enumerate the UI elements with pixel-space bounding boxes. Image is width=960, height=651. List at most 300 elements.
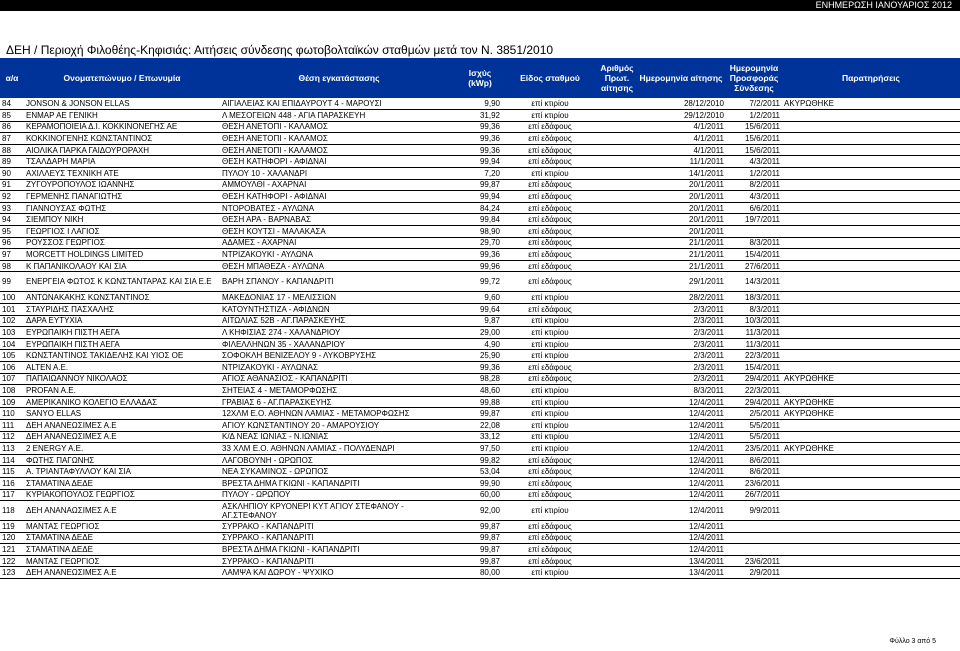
cell-type: επί εδάφους [502, 144, 598, 156]
cell-offer-date: 5/5/2011 [726, 431, 782, 443]
cell-aa: 92 [0, 191, 24, 203]
cell-app-date: 21/1/2011 [636, 260, 726, 272]
cell-name: ΚΕΡΑΜΟΠΟΙΕΙΑ Δ.Ι. ΚΟΚΚΙΝΟΝΕΓΗΣ ΑΕ [24, 121, 220, 133]
cell-offer-date: 14/3/2011 [726, 272, 782, 292]
cell-power: 99,96 [458, 260, 502, 272]
table-row [0, 567, 960, 579]
cell-app-date: 20/1/2011 [636, 214, 726, 226]
cell-protocol [598, 443, 636, 455]
cell-aa: 106 [0, 361, 24, 373]
cell-location: ΣΥΡΡΑΚΟ - ΚΑΠΑΝΔΡΙΤΙ [220, 521, 458, 533]
cell-type: επί εδάφους [502, 477, 598, 489]
cell-remarks: ΑΚΥΡΩΘΗΚΕ [782, 396, 960, 408]
table-row [0, 179, 960, 191]
cell-app-date: 20/1/2011 [636, 202, 726, 214]
table-row [0, 555, 960, 567]
cell-location: ΑΜΜΟΥΛΘΙ - ΑΧΑΡΝΑΙ [220, 179, 458, 191]
cell-offer-date: 8/3/2011 [726, 237, 782, 249]
cell-protocol [598, 327, 636, 339]
cell-app-date: 12/4/2011 [636, 489, 726, 501]
cell-power: 99,64 [458, 304, 502, 316]
cell-power: 99,90 [458, 477, 502, 489]
table-row [0, 168, 960, 180]
cell-protocol [598, 98, 636, 110]
cell-type: επί κτιρίου [502, 110, 598, 122]
table-row [0, 133, 960, 145]
cell-protocol [598, 396, 636, 408]
cell-protocol [598, 214, 636, 226]
cell-name: ALTEN A.E. [24, 361, 220, 373]
cell-name: ΚΩΝΣΤΑΝΤΙΝΟΣ ΤΑΚΙΔΕΛΗΣ ΚΑΙ ΥΙΟΣ ΟΕ [24, 350, 220, 362]
cell-name: ΜΑΝΤΑΣ ΓΕΩΡΓΙΟΣ [24, 521, 220, 533]
cell-protocol [598, 567, 636, 579]
cell-power: 60,00 [458, 489, 502, 501]
cell-power: 48,60 [458, 385, 502, 397]
cell-location: ΑΔΑΜΕΣ - ΑΧΑΡΝΑΙ [220, 237, 458, 249]
cell-protocol [598, 249, 636, 261]
cell-location: Κ/Δ ΝΕΑΣ ΙΩΝΙΑΣ - Ν.ΙΩΝΙΑΣ [220, 431, 458, 443]
cell-offer-date: 1/2/2011 [726, 110, 782, 122]
cell-location: ΘΕΣΗ ΚΑΤΗΦΟΡΙ - ΑΦΙΔΝΑΙ [220, 156, 458, 168]
cell-app-date: 2/3/2011 [636, 373, 726, 385]
cell-protocol [598, 350, 636, 362]
cell-type: επί κτιρίου [502, 98, 598, 110]
cell-location: ΓΡΑΒΙΑΣ 6 - ΑΓ.ΠΑΡΑΣΚΕΥΗΣ [220, 396, 458, 408]
cell-offer-date: 22/3/2011 [726, 350, 782, 362]
cell-offer-date: 9/9/2011 [726, 501, 782, 521]
cell-location: 33 ΧΛΜ Ε.Ο. ΑΘΗΝΩΝ ΛΑΜΙΑΣ - ΠΟΛΥΔΕΝΔΡΙ [220, 443, 458, 455]
cell-offer-date: 4/3/2011 [726, 191, 782, 203]
cell-location: ΛΑΓΟΒΟΥΝΗ - ΩΡΩΠΟΣ [220, 454, 458, 466]
cell-aa: 114 [0, 454, 24, 466]
cell-remarks [782, 214, 960, 226]
cell-protocol [598, 133, 636, 145]
cell-location: ΘΕΣΗ ΑΡΑ - ΒΑΡΝΑΒΑΣ [220, 214, 458, 226]
cell-name: ΜΑΝΤΑΣ ΓΕΩΡΓΙΟΣ [24, 555, 220, 567]
cell-type: επί κτιρίου [502, 350, 598, 362]
cell-type: επί εδάφους [502, 521, 598, 533]
cell-name: 2 ENERGY A.E. [24, 443, 220, 455]
cell-aa: 122 [0, 555, 24, 567]
cell-type: επί κτιρίου [502, 431, 598, 443]
cell-aa: 112 [0, 431, 24, 443]
cell-offer-date: 8/6/2011 [726, 454, 782, 466]
cell-remarks [782, 350, 960, 362]
cell-type: επί εδάφους [502, 260, 598, 272]
cell-offer-date: 8/3/2011 [726, 304, 782, 316]
cell-aa: 120 [0, 532, 24, 544]
cell-remarks [782, 567, 960, 579]
cell-aa: 99 [0, 272, 24, 292]
cell-aa: 95 [0, 226, 24, 238]
cell-protocol [598, 361, 636, 373]
cell-protocol [598, 477, 636, 489]
cell-location: ΒΑΡΗ ΣΠΑΝΟΥ - ΚΑΠΑΝΔΡΙΤΙ [220, 272, 458, 292]
cell-aa: 117 [0, 489, 24, 501]
cell-remarks [782, 419, 960, 431]
cell-remarks [782, 144, 960, 156]
cell-aa: 123 [0, 567, 24, 579]
table-row [0, 260, 960, 272]
cell-app-date: 29/12/2010 [636, 110, 726, 122]
table-row [0, 544, 960, 556]
cell-remarks [782, 385, 960, 397]
cell-type: επί εδάφους [502, 304, 598, 316]
cell-app-date: 20/1/2011 [636, 179, 726, 191]
cell-offer-date: 29/4/2011 [726, 373, 782, 385]
cell-aa: 90 [0, 168, 24, 180]
cell-type: επί κτιρίου [502, 396, 598, 408]
cell-power: 99,87 [458, 408, 502, 420]
cell-protocol [598, 501, 636, 521]
cell-type: επί εδάφους [502, 121, 598, 133]
cell-app-date: 12/4/2011 [636, 431, 726, 443]
table-row [0, 396, 960, 408]
cell-offer-date: 1/2/2011 [726, 168, 782, 180]
cell-app-date: 13/4/2011 [636, 555, 726, 567]
cell-remarks [782, 191, 960, 203]
cell-remarks [782, 260, 960, 272]
cell-offer-date [726, 544, 782, 556]
cell-offer-date: 26/7/2011 [726, 489, 782, 501]
cell-name: PROFAN A.E. [24, 385, 220, 397]
cell-power: 92,00 [458, 501, 502, 521]
cell-name: ΕΝΜΑΡ ΑΕ ΓΕΝΙΚΗ [24, 110, 220, 122]
cell-aa: 86 [0, 121, 24, 133]
cell-protocol [598, 272, 636, 292]
table-row [0, 315, 960, 327]
cell-name: ΣΤΑΜΑΤΙΝΑ ΔΕΔΕ [24, 532, 220, 544]
cell-protocol [598, 191, 636, 203]
cell-name: ΣΙΕΜΠΟΥ ΝΙΚΗ [24, 214, 220, 226]
cell-remarks [782, 315, 960, 327]
cell-offer-date: 11/3/2011 [726, 338, 782, 350]
cell-app-date: 14/1/2011 [636, 168, 726, 180]
cell-power: 99,94 [458, 156, 502, 168]
cell-app-date: 21/1/2011 [636, 249, 726, 261]
cell-offer-date: 23/6/2011 [726, 477, 782, 489]
cell-power: 99,84 [458, 214, 502, 226]
cell-name: ΑΝΤΩΝΑΚΑΚΗΣ ΚΩΝΣΤΑΝΤΙΝΟΣ [24, 292, 220, 304]
table-row [0, 292, 960, 304]
cell-power: 97,50 [458, 443, 502, 455]
cell-name: Α. ΤΡΙΑΝΤΑΦΥΛΛΟΥ ΚΑΙ ΣΙΑ [24, 466, 220, 478]
cell-name: ΣΤΑΥΡΙΔΗΣ ΠΑΣΧΑΛΗΣ [24, 304, 220, 316]
cell-type: επί εδάφους [502, 272, 598, 292]
cell-type: επί κτιρίου [502, 168, 598, 180]
cell-app-date: 11/1/2011 [636, 156, 726, 168]
cell-remarks [782, 237, 960, 249]
cell-name: ΔΕΗ ΑΝΑΝΑΩΣΙΜΕΣ Α.Ε [24, 501, 220, 521]
cell-name: ΓΕΡΜΕΝΗΣ ΠΑΝΑΓΙΩΤΗΣ [24, 191, 220, 203]
cell-remarks [782, 338, 960, 350]
cell-offer-date: 15/4/2011 [726, 361, 782, 373]
applications-table [0, 58, 960, 579]
page-number: Φύλλο 3 από 5 [889, 638, 936, 645]
cell-type: επί εδάφους [502, 555, 598, 567]
cell-aa: 94 [0, 214, 24, 226]
cell-remarks [782, 544, 960, 556]
table-row [0, 419, 960, 431]
cell-offer-date: 10/3/2011 [726, 315, 782, 327]
cell-app-date: 2/3/2011 [636, 327, 726, 339]
cell-remarks [782, 168, 960, 180]
cell-type: επί εδάφους [502, 179, 598, 191]
table-row [0, 477, 960, 489]
cell-remarks [782, 466, 960, 478]
cell-protocol [598, 110, 636, 122]
cell-offer-date: 27/6/2011 [726, 260, 782, 272]
col-header-location: Θέση εγκατάστασης [220, 58, 458, 98]
cell-offer-date: 11/3/2011 [726, 327, 782, 339]
cell-location: ΑΣΚΛΗΠΙΟΥ ΚΡΥΟΝΕΡΙ ΚΥΤ ΑΓΙΟΥ ΣΤΕΦΑΝΟΥ - ΑΓ.ΣΤΕΦΑΝΟΥ [220, 501, 458, 521]
cell-power: 99,36 [458, 144, 502, 156]
cell-app-date: 12/4/2011 [636, 454, 726, 466]
cell-offer-date: 15/4/2011 [726, 249, 782, 261]
cell-type: επί εδάφους [502, 532, 598, 544]
cell-location: ΑΙΤΩΛΙΑΣ 52Β - ΑΓ.ΠΑΡΑΣΚΕΥΗΣ [220, 315, 458, 327]
cell-power: 9,87 [458, 315, 502, 327]
table-row [0, 144, 960, 156]
cell-location: ΒΡΕΣΤΑ ΔΗΜΑ ΓΚΙΩΝΙ - ΚΑΠΑΝΔΡΙΤΙ [220, 477, 458, 489]
cell-offer-date: 7/2/2011 [726, 98, 782, 110]
cell-aa: 101 [0, 304, 24, 316]
cell-type: επί κτιρίου [502, 567, 598, 579]
cell-type: επί εδάφους [502, 156, 598, 168]
cell-type: επί κτιρίου [502, 338, 598, 350]
cell-location: 12ΧΛΜ Ε.Ο. ΑΘΗΝΩΝ ΛΑΜΙΑΣ - ΜΕΤΑΜΟΡΦΩΣΗΣ [220, 408, 458, 420]
cell-protocol [598, 532, 636, 544]
cell-location: ΘΕΣΗ ΚΑΤΗΦΟΡΙ - ΑΦΙΔΝΑΙ [220, 191, 458, 203]
cell-location: ΦΙΛΕΛΛΗΝΩΝ 35 - ΧΑΛΑΝΔΡΙΟΥ [220, 338, 458, 350]
cell-power: 80,00 [458, 567, 502, 579]
cell-offer-date: 8/6/2011 [726, 466, 782, 478]
col-header-aa: α/α [0, 58, 24, 98]
cell-power: 29,70 [458, 237, 502, 249]
table-row [0, 408, 960, 420]
cell-remarks [782, 304, 960, 316]
table-row [0, 489, 960, 501]
cell-aa: 118 [0, 501, 24, 521]
cell-name: ΔΕΗ ΑΝΑΝΕΩΣΙΜΕΣ Α.Ε [24, 567, 220, 579]
cell-app-date: 12/4/2011 [636, 501, 726, 521]
cell-aa: 100 [0, 292, 24, 304]
cell-remarks [782, 361, 960, 373]
table-row [0, 338, 960, 350]
cell-protocol [598, 202, 636, 214]
cell-aa: 93 [0, 202, 24, 214]
col-header-offer-date: Ημερομηνία Προσφοράς Σύνδεσης [726, 58, 782, 98]
table-row [0, 521, 960, 533]
table-row [0, 214, 960, 226]
cell-offer-date: 2/5/2011 [726, 408, 782, 420]
col-header-name: Ονοματεπώνυμο / Επωνυμία [24, 58, 220, 98]
cell-offer-date: 23/5/2011 [726, 443, 782, 455]
table-row [0, 361, 960, 373]
cell-power: 99,94 [458, 191, 502, 203]
cell-app-date: 2/3/2011 [636, 350, 726, 362]
cell-remarks [782, 454, 960, 466]
cell-type: επί κτιρίου [502, 501, 598, 521]
cell-offer-date: 5/5/2011 [726, 419, 782, 431]
cell-protocol [598, 338, 636, 350]
cell-app-date: 12/4/2011 [636, 544, 726, 556]
cell-name: SANYO ELLAS [24, 408, 220, 420]
cell-power: 33,12 [458, 431, 502, 443]
table-row [0, 443, 960, 455]
cell-remarks: ΑΚΥΡΩΘΗΚΕ [782, 373, 960, 385]
cell-remarks [782, 202, 960, 214]
cell-offer-date: 6/6/2011 [726, 202, 782, 214]
cell-aa: 85 [0, 110, 24, 122]
cell-offer-date: 22/3/2011 [726, 385, 782, 397]
cell-app-date: 12/4/2011 [636, 419, 726, 431]
cell-power: 99,87 [458, 555, 502, 567]
cell-type: επί εδάφους [502, 361, 598, 373]
col-header-remarks: Παρατηρήσεις [782, 58, 960, 98]
cell-remarks: ΑΚΥΡΩΘΗΚΕ [782, 408, 960, 420]
cell-power: 99,82 [458, 454, 502, 466]
table-row [0, 454, 960, 466]
table-row [0, 501, 960, 521]
cell-power: 99,87 [458, 544, 502, 556]
cell-location: ΝΤΡΙΖΑΚΟΥΚΙ - ΑΥΛΩΝΑ [220, 249, 458, 261]
cell-app-date: 12/4/2011 [636, 408, 726, 420]
cell-aa: 111 [0, 419, 24, 431]
cell-offer-date: 8/2/2011 [726, 179, 782, 191]
cell-protocol [598, 304, 636, 316]
cell-app-date: 4/1/2011 [636, 121, 726, 133]
cell-app-date: 13/4/2011 [636, 567, 726, 579]
cell-location: ΘΕΣΗ ΑΝΕΤΟΠΙ - ΚΑΛΑΜΟΣ [220, 133, 458, 145]
cell-app-date: 2/3/2011 [636, 338, 726, 350]
cell-aa: 97 [0, 249, 24, 261]
table-row [0, 304, 960, 316]
cell-aa: 96 [0, 237, 24, 249]
cell-type: επί εδάφους [502, 544, 598, 556]
cell-offer-date: 23/6/2011 [726, 555, 782, 567]
cell-location: ΝΤΡΙΖΑΚΟΥΚΙ - ΑΥΛΩΝΑΣ [220, 361, 458, 373]
cell-remarks [782, 179, 960, 191]
cell-remarks [782, 477, 960, 489]
cell-protocol [598, 260, 636, 272]
cell-protocol [598, 555, 636, 567]
table-row [0, 272, 960, 292]
cell-name: ΣΤΑΜΑΤΙΝΑ ΔΕΔΕ [24, 544, 220, 556]
cell-type: επί εδάφους [502, 373, 598, 385]
cell-type: επί εδάφους [502, 226, 598, 238]
cell-location: ΜΑΚΕΔΟΝΙΑΣ 17 - ΜΕΛΙΣΣΙΩΝ [220, 292, 458, 304]
cell-protocol [598, 419, 636, 431]
cell-protocol [598, 544, 636, 556]
cell-protocol [598, 179, 636, 191]
cell-protocol [598, 431, 636, 443]
cell-type: επί εδάφους [502, 202, 598, 214]
cell-offer-date: 15/6/2011 [726, 133, 782, 145]
cell-aa: 91 [0, 179, 24, 191]
cell-app-date: 20/1/2011 [636, 226, 726, 238]
cell-type: επί κτιρίου [502, 385, 598, 397]
cell-name: ΖΥΓΟΥΡΟΠΟΥΛΟΣ ΙΩΑΝΝΗΣ [24, 179, 220, 191]
cell-name: ΠΑΠΑΙΩΑΝΝΟΥ ΝΙΚΟΛΑΟΣ [24, 373, 220, 385]
cell-location: ΑΓΙΟΥ ΚΩΝΣΤΑΝΤΙΝΟΥ 20 - ΑΜΑΡΟΥΣΙΟΥ [220, 419, 458, 431]
cell-location: ΑΓΙΟΣ ΑΘΑΝΑΣΙΟΣ - ΚΑΠΑΝΔΡΙΤΙ [220, 373, 458, 385]
cell-location: ΝΕΑ ΣΥΚΑΜΙΝΟΣ - ΩΡΩΠΟΣ [220, 466, 458, 478]
page-title: ΔΕΗ / Περιοχή Φιλοθέης-Κηφισιάς: Αιτήσεις σύνδεσης φωτοβολταϊκών σταθμών μετά τον Ν. 3851/2010 [6, 43, 554, 57]
cell-remarks [782, 226, 960, 238]
cell-offer-date: 19/7/2011 [726, 214, 782, 226]
cell-type: επί εδάφους [502, 133, 598, 145]
cell-aa: 109 [0, 396, 24, 408]
cell-name: MORCETT HOLDINGS LIMITED [24, 249, 220, 261]
table-row [0, 466, 960, 478]
cell-aa: 87 [0, 133, 24, 145]
cell-aa: 105 [0, 350, 24, 362]
cell-protocol [598, 144, 636, 156]
table-row [0, 110, 960, 122]
cell-aa: 119 [0, 521, 24, 533]
cell-location: ΣΥΡΡΑΚΟ - ΚΑΠΑΝΔΡΙΤΙ [220, 555, 458, 567]
col-header-protocol: Αριθμός Πρωτ. αίτησης [598, 58, 636, 98]
table-body [0, 98, 960, 579]
cell-name: ΔΕΗ ΑΝΑΝΕΩΣΙΜΕΣ Α.Ε [24, 419, 220, 431]
cell-location: ΘΕΣΗ ΚΟΥΤΣΙ - ΜΑΛΑΚΑΣΑ [220, 226, 458, 238]
cell-location: ΒΡΕΣΤΑ ΔΗΜΑ ΓΚΙΩΝΙ - ΚΑΠΑΝΔΡΙΤΙ [220, 544, 458, 556]
cell-location: ΚΑΤΟΥΝΤΗΣΤΙΖΑ - ΑΦΙΔΝΩΝ [220, 304, 458, 316]
cell-protocol [598, 315, 636, 327]
cell-aa: 116 [0, 477, 24, 489]
table-row [0, 249, 960, 261]
table-row [0, 98, 960, 110]
cell-app-date: 2/3/2011 [636, 315, 726, 327]
cell-name: ΕΝΕΡΓΕΙΑ ΦΩΤΟΣ Κ ΚΩΝΣΤΑΝΤΑΡΑΣ ΚΑΙ ΣΙΑ Ε.Ε [24, 272, 220, 292]
cell-power: 22,08 [458, 419, 502, 431]
cell-offer-date: 29/4/2011 [726, 396, 782, 408]
cell-app-date: 12/4/2011 [636, 521, 726, 533]
cell-protocol [598, 121, 636, 133]
cell-power: 9,60 [458, 292, 502, 304]
cell-type: επί κτιρίου [502, 443, 598, 455]
cell-power: 99,88 [458, 396, 502, 408]
cell-app-date: 20/1/2011 [636, 191, 726, 203]
cell-aa: 84 [0, 98, 24, 110]
cell-app-date: 12/4/2011 [636, 477, 726, 489]
cell-offer-date [726, 521, 782, 533]
cell-remarks [782, 249, 960, 261]
cell-remarks [782, 121, 960, 133]
cell-power: 29,00 [458, 327, 502, 339]
cell-power: 7,20 [458, 168, 502, 180]
cell-aa: 115 [0, 466, 24, 478]
cell-offer-date [726, 532, 782, 544]
cell-remarks [782, 489, 960, 501]
cell-remarks [782, 327, 960, 339]
cell-power: 9,90 [458, 98, 502, 110]
cell-power: 99,36 [458, 249, 502, 261]
cell-power: 98,28 [458, 373, 502, 385]
cell-app-date: 8/3/2011 [636, 385, 726, 397]
cell-remarks [782, 133, 960, 145]
cell-aa: 89 [0, 156, 24, 168]
cell-power: 99,87 [458, 532, 502, 544]
table-row [0, 191, 960, 203]
cell-name: Κ ΠΑΠΑΝΙΚΟΛΑΟΥ ΚΑΙ ΣΙΑ [24, 260, 220, 272]
cell-name: ΡΟΥΣΣΟΣ ΓΕΩΡΓΙΟΣ [24, 237, 220, 249]
cell-type: επί κτιρίου [502, 315, 598, 327]
cell-power: 25,90 [458, 350, 502, 362]
cell-power: 99,36 [458, 361, 502, 373]
cell-aa: 98 [0, 260, 24, 272]
